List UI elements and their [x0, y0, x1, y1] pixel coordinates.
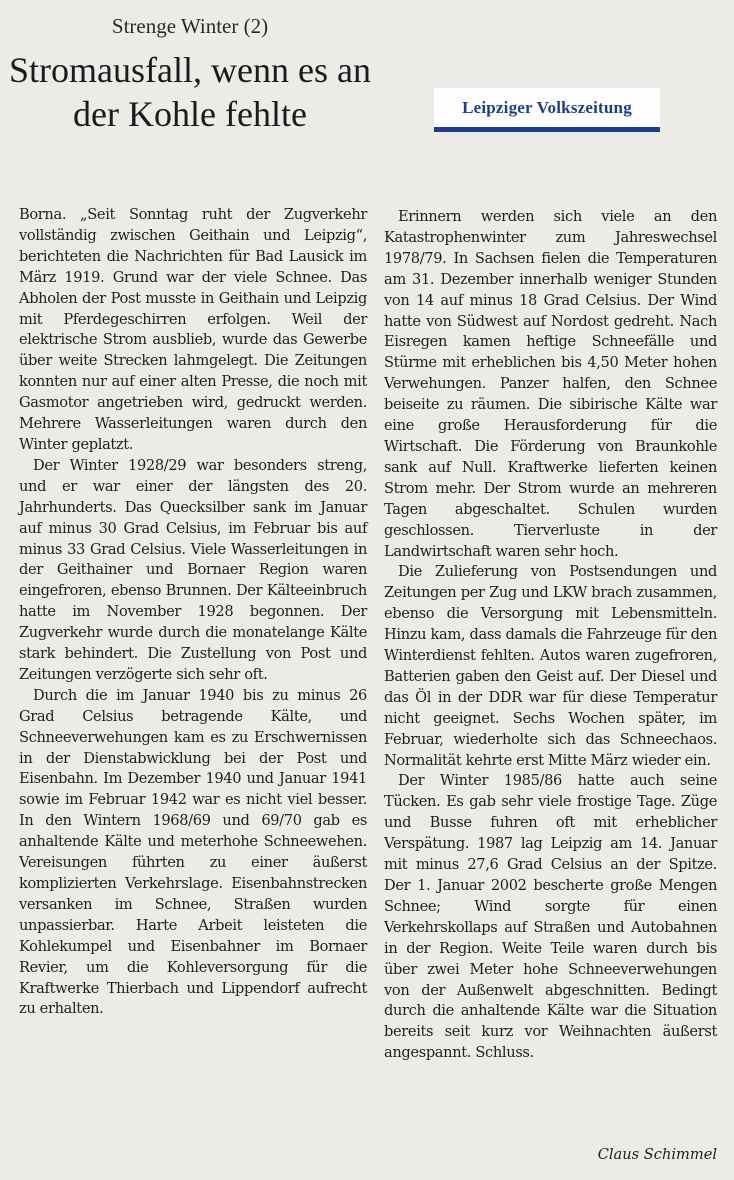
left-column — [19, 205, 367, 1020]
paragraph: Erinnern werden sich viele an den Katastrophenwinter zum Jahreswechsel 1978/79. In Sachsen fielen die Temperaturen am 31. Dezember innerhalb weniger Stunden von 14 auf minus 18 Grad Celsius. Der Wind hatte von Südwest auf Nordost gedreht. Nach Eisregen kamen heftige Schneefälle und Stürme mit erheblichen bis 4,50 Meter hohen Verwehungen. Panzer halfen, den Schnee beiseite zu räumen. Die sibirische Kälte war eine große Herausforderung für die Wirtschaft. Die Förderung von Braunkohle sank auf Null. Kraftwerke lieferten keinen Strom mehr. Der Strom wurde an mehreren Tagen abgeschaltet. Schulen wurden geschlossen. Tierverluste in der Landwirtschaft waren sehr hoch. — [384, 208, 717, 560]
paragraph: Durch die im Januar 1940 bis zu minus 26 Grad Celsius betragende Kälte, und Schneeverwehungen kam es zu Erschwernissen in der Dienstabwicklung bei der Post und Eisenbahn. Im Dezember 1940 und Januar 1941 sowie im Februar 1942 war es nicht viel besser. In den Wintern 1968/69 und 69/70 gab es anhaltende Kälte und meterhohe Schneewehen. Vereisungen führten zu einer äußerst komplizierten Verkehrslage. Eisenbahnstrecken versanken im Schnee, Straßen wurden unpassierbar. Harte Arbeit leisteten die Kohlekumpel und Eisenbahner im Bornaer Revier, um die Kohleversorgung für die Kraftwerke Thierbach und Lippendorf aufrecht zu erhalten. — [19, 686, 367, 1018]
paragraph: Die Zulieferung von Postsendungen und Zeitungen per Zug und LKW brach zusammen, ebenso die Versorgung mit Lebensmitteln. Hinzu kam, dass damals die Fahrzeuge für den Winterdienst fehlten. Autos waren zugefroren, Batterien gaben den Geist auf. Der Diesel und das Öl in der DDR war für diese Temperatur nicht geeignet. Sechs Wochen später, im Februar, wiederholte sich das Schneechaos. Normalität kehrte erst Mitte März wieder ein. — [384, 563, 717, 769]
article-kicker: Strenge Winter (2) — [111, 14, 269, 38]
paragraph: Borna. „Seit Sonntag ruht der Zugverkehr vollständig zwischen Geithain und Leipzig“, berichteten die Nachrichten für Bad Lausick im März 1919. Grund war der viele Schnee. Das Abholen der Post musste in Geithain und Leipzig mit Pferdegeschirren erfolgen. Weil der elektrische Strom ausblieb, wurde das Gewerbe über weite Strecken lahmgelegt. Die Zeitungen konnten nur auf einer alten Presse, die noch mit Gasmotor angetrieben wird, gedruckt werden. Mehrere Wasserleitungen waren durch den Winter geplatzt. — [19, 206, 367, 453]
right-column — [384, 207, 717, 1064]
paragraph: Der Winter 1985/86 hatte auch seine Tücken. Es gab sehr viele frostige Tage. Züge und Busse fuhren oft mit erheblicher Verspätung. 1987 lag Leipzig am 14. Januar mit minus 27,6 Grad Celsius an der Spitze. Der 1. Januar 2002 bescherte große Mengen Schnee; Wind sorgte für einen Verkehrskollaps auf Straßen und Autobahnen in der Region. Weite Teile waren durch bis über zwei Meter hohe Schneeverwehungen von der Außenwelt abgeschnitten. Bedingt durch die anhaltende Kälte war die Situation bereits seit kurz vor Weihnachten äußerst angespannt. Schluss. — [384, 772, 717, 1062]
paragraph: Der Winter 1928/29 war besonders streng, und er war einer der längsten des 20. Jahrhunderts. Das Quecksilber sank im Januar auf minus 30 Grad Celsius, im Februar bis auf minus 33 Grad Celsius. Viele Wasserleitungen in der Geithainer und Bornaer Region waren eingefroren, ebenso Brunnen. Der Kälteeinbruch hatte im November 1928 begonnen. Der Zugverkehr wurde durch die monatelange Kälte stark behindert. Die Zustellung von Post und Zeitungen verzögerte sich sehr oft. — [19, 456, 367, 683]
newspaper-logo — [434, 88, 660, 132]
logo-text: Leipziger Volkszeitung — [462, 97, 632, 117]
author-byline: Claus Schimmel — [597, 1146, 717, 1163]
article-headline: Stromausfall, wenn es an der Kohle fehlte — [9, 50, 371, 134]
